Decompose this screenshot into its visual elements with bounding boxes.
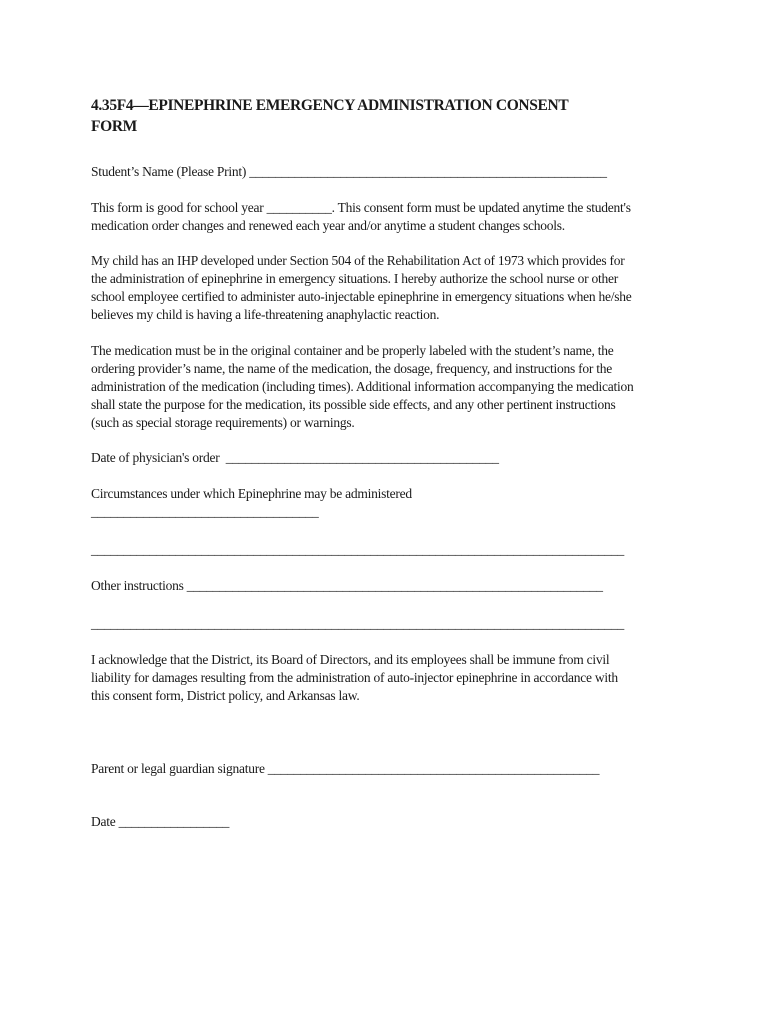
medication-line-4: shall state the purpose for the medication, its possible side effects, and any other pertinent instructions: [91, 397, 616, 412]
circumstances-section: [91, 485, 680, 521]
acknowledgement-line-2: liability for damages resulting from the administration of auto-injector epinephrine in accordance with: [91, 670, 618, 685]
ihp-line-4: believes my child is having a life-threatening anaphylactic reaction.: [91, 307, 440, 322]
acknowledgement-line-1: I acknowledge that the District, its Board of Directors, and its employees shall be immune from civil: [91, 652, 610, 667]
physician-order-date-field[interactable]: Date of physician's order __________________________________________: [91, 450, 499, 465]
circumstances-continuation-field[interactable]: __________________________________________________________________________________: [91, 542, 624, 557]
other-instructions-continuation-field[interactable]: __________________________________________________________________________________: [91, 616, 624, 631]
circumstances-field[interactable]: ___________________________________: [91, 504, 319, 519]
ihp-line-1: My child has an IHP developed under Section 504 of the Rehabilitation Act of 1973 which provides for: [91, 253, 625, 268]
ihp-line-2: the administration of epinephrine in emergency situations. I hereby authorize the school nurse or other: [91, 271, 618, 286]
acknowledgement-paragraph: [91, 651, 680, 705]
circumstances-label: Circumstances under which Epinephrine may be administered: [91, 486, 412, 501]
signature-date-field[interactable]: Date _________________: [91, 814, 230, 829]
form-title-line-2: FORM: [91, 118, 137, 135]
medication-line-1: The medication must be in the original container and be properly labeled with the student’s name, the: [91, 343, 614, 358]
other-instructions-field[interactable]: Other instructions ________________________________________________________________: [91, 578, 603, 593]
ihp-line-3: school employee certified to administer auto-injectable epinephrine in emergency situations when he/she: [91, 289, 632, 304]
school-year-line-1: This form is good for school year __________. This consent form must be updated anytime the student's: [91, 200, 631, 215]
acknowledgement-line-3: this consent form, District policy, and Arkansas law.: [91, 688, 360, 703]
medication-labeling-paragraph: [91, 342, 680, 432]
medication-line-3: administration of the medication (including times). Additional information accompanying the medication: [91, 379, 634, 394]
school-year-paragraph: [91, 199, 680, 235]
medication-line-5: (such as special storage requirements) or warnings.: [91, 415, 355, 430]
form-title-line-1: 4.35F4—EPINEPHRINE EMERGENCY ADMINISTRATION CONSENT: [91, 97, 569, 114]
guardian-signature-field[interactable]: Parent or legal guardian signature ___________________________________________________: [91, 761, 600, 776]
ihp-authorization-paragraph: [91, 252, 680, 324]
form-title: [91, 95, 651, 137]
school-year-line-2: medication order changes and renewed each year and/or anytime a student changes schools.: [91, 218, 565, 233]
medication-line-2: ordering provider’s name, the name of the medication, the dosage, frequency, and instructions for the: [91, 361, 612, 376]
student-name-field[interactable]: Student’s Name (Please Print) _______________________________________________________: [91, 164, 607, 179]
